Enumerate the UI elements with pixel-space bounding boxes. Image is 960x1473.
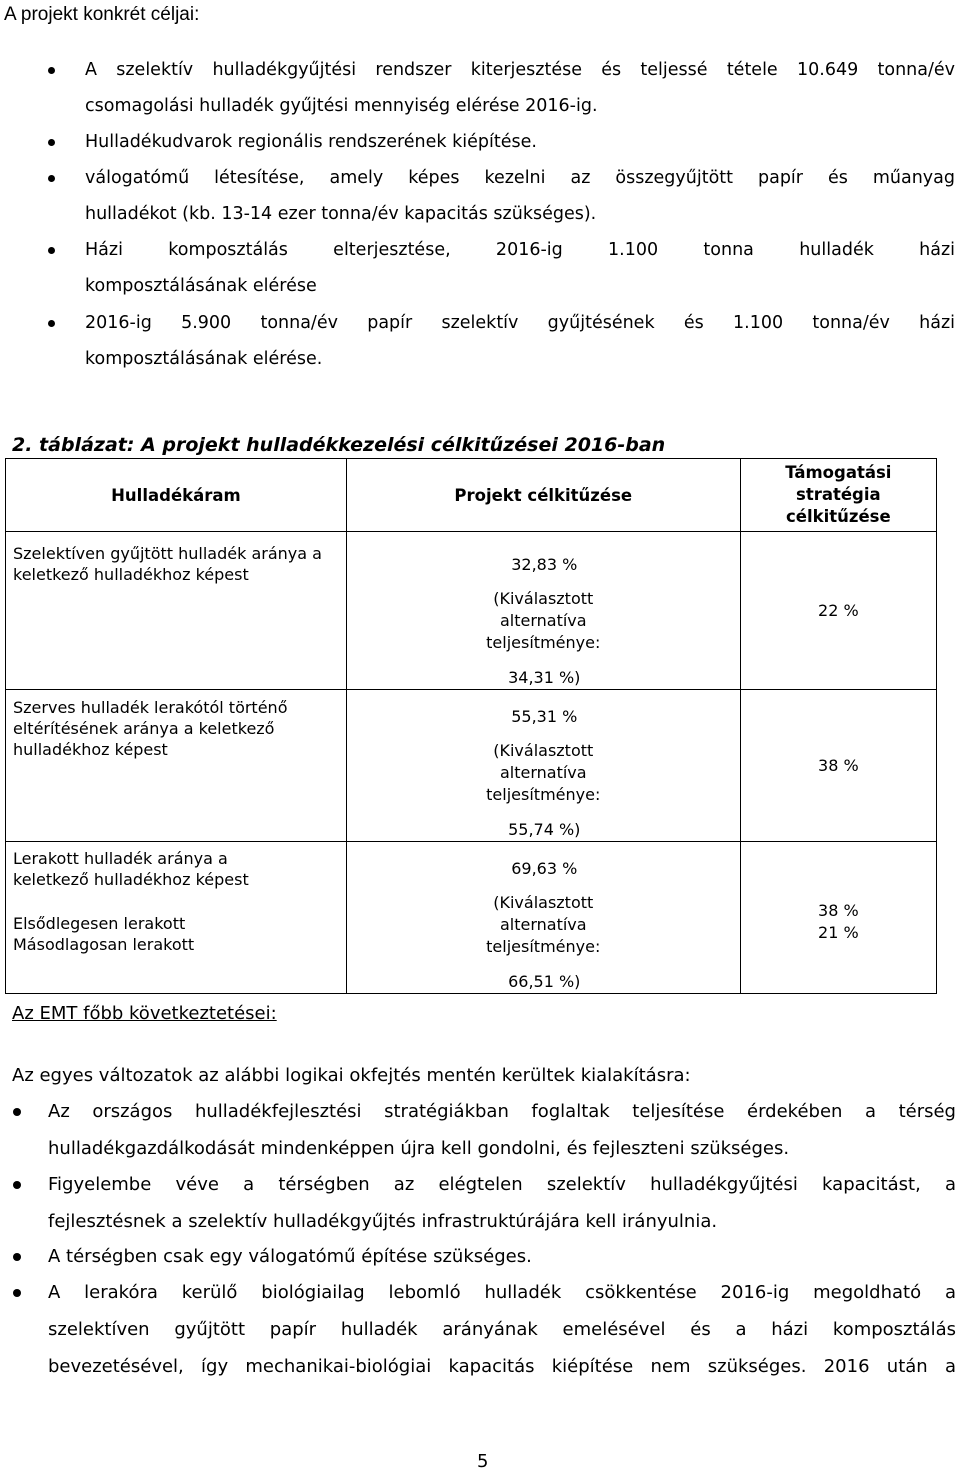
table-row (6, 690, 937, 842)
table-cell-strategy (740, 842, 936, 994)
table-cell-project (346, 690, 740, 842)
goal-item (85, 232, 955, 304)
goal-item (85, 160, 955, 232)
table-cell-strategy (740, 532, 936, 690)
goal-line: 2016-ig 5.900 tonna/év papír szelektív gyűjtésének és 1.100 tonna/év házi (85, 313, 955, 333)
strategy-value: 38 % (818, 900, 859, 920)
project-value: 32,83 % (511, 555, 578, 574)
conclusion-line: bevezetésével, így mechanikai-biológiai kapacitás kiépítése nem szükséges. 2016 után a (48, 1356, 956, 1377)
strategy-value: 22 % (818, 600, 859, 620)
table-cell-project (346, 842, 740, 994)
goal-line: komposztálásának elérése. (85, 349, 323, 369)
goal-item (85, 305, 955, 377)
table-row (6, 532, 937, 690)
conclusion-line: szelektíven gyűjtött papír hulladék arányának emelésével és a házi komposztálás (48, 1319, 956, 1340)
conclusions-heading: Az EMT főbb következtetései: (12, 1003, 277, 1024)
section-heading: A projekt konkrét céljai: (4, 4, 200, 25)
project-note: (Kiválasztott alternatíva teljesítménye: (486, 741, 601, 804)
bullet-icon (48, 247, 55, 254)
stream-text: Lerakott hulladék aránya a keletkező hulladékhoz képest (13, 849, 249, 889)
table-cell-stream (6, 532, 347, 690)
conclusion-line: Figyelembe véve a térségben az elégtelen szelektív hulladékgyűjtési kapacitást, a (48, 1174, 956, 1195)
bullet-icon (13, 1181, 21, 1189)
conclusion-line: A térségben csak egy válogatómű építése szükséges. (48, 1246, 532, 1267)
conclusion-item (48, 1238, 956, 1275)
goal-line: A szelektív hulladékgyűjtési rendszer kiterjesztése és teljessé tétele 10.649 tonna/év (85, 60, 955, 80)
strategy-value: 21 % (818, 922, 859, 942)
conclusion-line: fejlesztésnek a szelektív hulladékgyűjtés infrastruktúrájára kell irányulnia. (48, 1211, 718, 1232)
goal-line: csomagolási hulladék gyűjtési mennyiség elérése 2016-ig. (85, 96, 598, 116)
conclusion-line: A lerakóra kerülő biológiailag lebomló hulladék csökkentése 2016-ig megoldható a (48, 1282, 956, 1303)
bullet-icon (13, 1289, 21, 1297)
goal-line: komposztálásának elérése (85, 276, 317, 296)
conclusion-line: Az országos hulladékfejlesztési stratégiákban foglaltak teljesítése érdekében a térség (48, 1101, 956, 1122)
bullet-icon (48, 67, 55, 74)
project-note-value: 55,74 %) (508, 820, 581, 839)
bullet-icon (48, 320, 55, 327)
goal-line: Házi komposztálás elterjesztése, 2016-ig 1.100 tonna hulladék házi (85, 240, 955, 260)
column-header: Támogatási stratégia célkitűzése (740, 459, 936, 532)
table-caption: 2. táblázat: A projekt hulladékkezelési célkitűzései 2016-ban (12, 434, 666, 456)
goals-table (5, 458, 937, 994)
conclusion-item (48, 1274, 956, 1385)
stream-subtext: Elsődlegesen lerakott (13, 914, 186, 933)
table-cell-stream (6, 690, 347, 842)
bullet-icon (13, 1253, 21, 1261)
goal-item (85, 124, 955, 160)
conclusions-intro: Az egyes változatok az alábbi logikai okfejtés mentén kerültek kialakításra: (12, 1065, 691, 1086)
column-header: Projekt célkitűzése (346, 459, 740, 532)
goal-line: Hulladékudvarok regionális rendszerének kiépítése. (85, 132, 537, 152)
bullet-icon (48, 175, 55, 182)
column-header: Hulladékáram (6, 459, 347, 532)
table-cell-project (346, 532, 740, 690)
conclusion-item (48, 1093, 956, 1167)
project-note: (Kiválasztott alternatíva teljesítménye: (486, 589, 601, 652)
project-value: 55,31 % (511, 707, 578, 726)
table-header-row (6, 459, 937, 532)
project-note-value: 66,51 %) (508, 972, 581, 991)
project-value: 69,63 % (511, 859, 578, 878)
stream-text: Szelektíven gyűjtött hulladék aránya a keletkező hulladékhoz képest (13, 544, 322, 584)
bullet-icon (13, 1108, 21, 1116)
bullet-icon (48, 139, 55, 146)
page-number: 5 (477, 1451, 489, 1472)
goal-item (85, 52, 955, 124)
goal-line: hulladékot (kb. 13-14 ezer tonna/év kapacitás szükséges). (85, 204, 597, 224)
table-cell-strategy (740, 690, 936, 842)
project-note-value: 34,31 %) (508, 668, 581, 687)
stream-subtext: Másodlagosan lerakott (13, 935, 195, 954)
goal-line: válogatómű létesítése, amely képes kezelni az összegyűjtött papír és műanyag (85, 168, 955, 188)
project-note: (Kiválasztott alternatíva teljesítménye: (486, 893, 601, 956)
strategy-value: 38 % (818, 755, 859, 775)
stream-text: Szerves hulladék lerakótól történő eltérítésének aránya a keletkező hulladékhoz képest (13, 698, 288, 759)
conclusion-item (48, 1166, 956, 1240)
table-row (6, 842, 937, 994)
table-cell-stream (6, 842, 347, 994)
conclusion-line: hulladékgazdálkodását mindenképpen újra kell gondolni, és fejleszteni szükséges. (48, 1138, 790, 1159)
